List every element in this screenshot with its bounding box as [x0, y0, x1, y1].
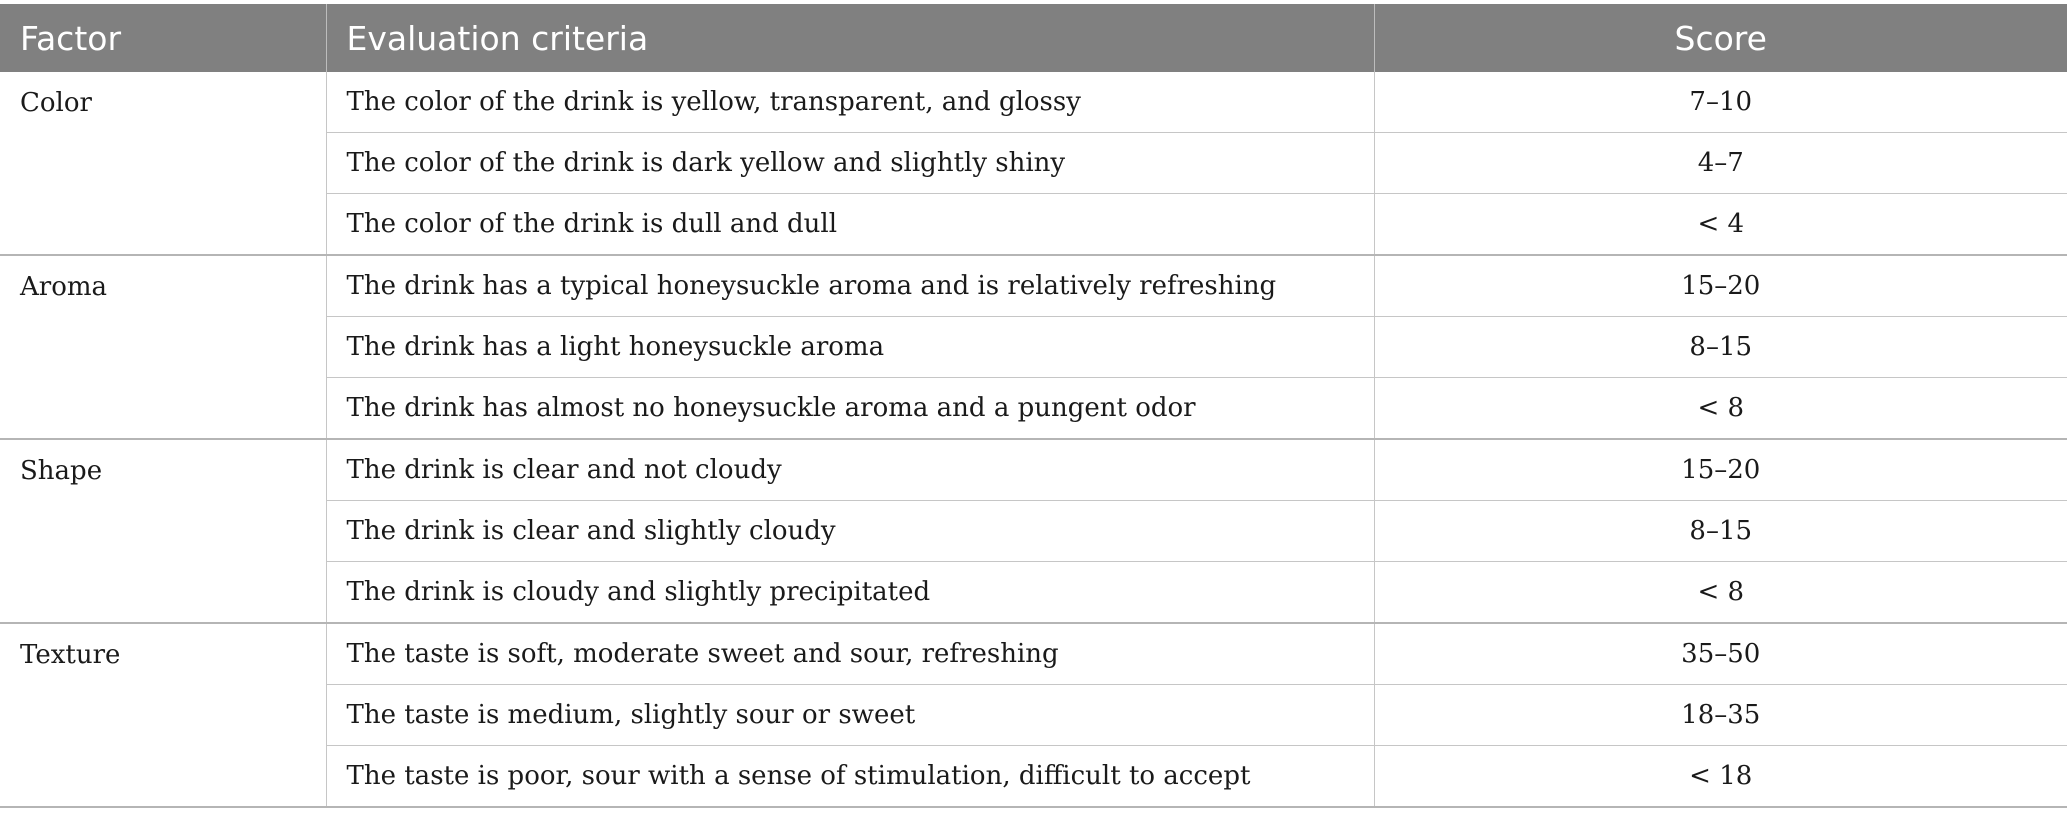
- table-row: [0, 623, 2067, 685]
- factor-cell-color: Color: [0, 72, 326, 255]
- criteria-cell: The taste is medium, slightly sour or sweet: [326, 685, 1374, 746]
- header-evaluation-criteria: Evaluation criteria: [326, 4, 1374, 72]
- header-factor: Factor: [0, 4, 326, 72]
- table-body: [0, 72, 2067, 807]
- criteria-cell: The color of the drink is dull and dull: [326, 194, 1374, 256]
- criteria-cell: The drink is clear and not cloudy: [326, 439, 1374, 501]
- score-cell: 15–20: [1374, 439, 2067, 501]
- evaluation-table-container: [0, 4, 2067, 808]
- score-cell: 4–7: [1374, 133, 2067, 194]
- criteria-cell: The drink has a typical honeysuckle aroma and is relatively refreshing: [326, 255, 1374, 317]
- score-cell: 15–20: [1374, 255, 2067, 317]
- score-cell: 35–50: [1374, 623, 2067, 685]
- score-cell: < 8: [1374, 562, 2067, 624]
- criteria-cell: The taste is poor, sour with a sense of stimulation, difficult to accept: [326, 746, 1374, 808]
- score-cell: 8–15: [1374, 317, 2067, 378]
- criteria-cell: The drink is clear and slightly cloudy: [326, 501, 1374, 562]
- score-cell: < 4: [1374, 194, 2067, 256]
- criteria-cell: The taste is soft, moderate sweet and sour, refreshing: [326, 623, 1374, 685]
- table-row: [0, 255, 2067, 317]
- criteria-cell: The color of the drink is dark yellow and slightly shiny: [326, 133, 1374, 194]
- score-cell: 7–10: [1374, 72, 2067, 133]
- table-row: [0, 439, 2067, 501]
- criteria-cell: The drink is cloudy and slightly precipitated: [326, 562, 1374, 624]
- header-score: Score: [1374, 4, 2067, 72]
- table-header: [0, 4, 2067, 72]
- score-cell: < 8: [1374, 378, 2067, 440]
- table-row: [0, 72, 2067, 133]
- header-row: [0, 4, 2067, 72]
- criteria-cell: The drink has almost no honeysuckle aroma and a pungent odor: [326, 378, 1374, 440]
- factor-cell-texture: Texture: [0, 623, 326, 807]
- score-cell: < 18: [1374, 746, 2067, 808]
- evaluation-table: [0, 4, 2067, 808]
- score-cell: 8–15: [1374, 501, 2067, 562]
- criteria-cell: The drink has a light honeysuckle aroma: [326, 317, 1374, 378]
- factor-cell-shape: Shape: [0, 439, 326, 623]
- score-cell: 18–35: [1374, 685, 2067, 746]
- factor-cell-aroma: Aroma: [0, 255, 326, 439]
- criteria-cell: The color of the drink is yellow, transparent, and glossy: [326, 72, 1374, 133]
